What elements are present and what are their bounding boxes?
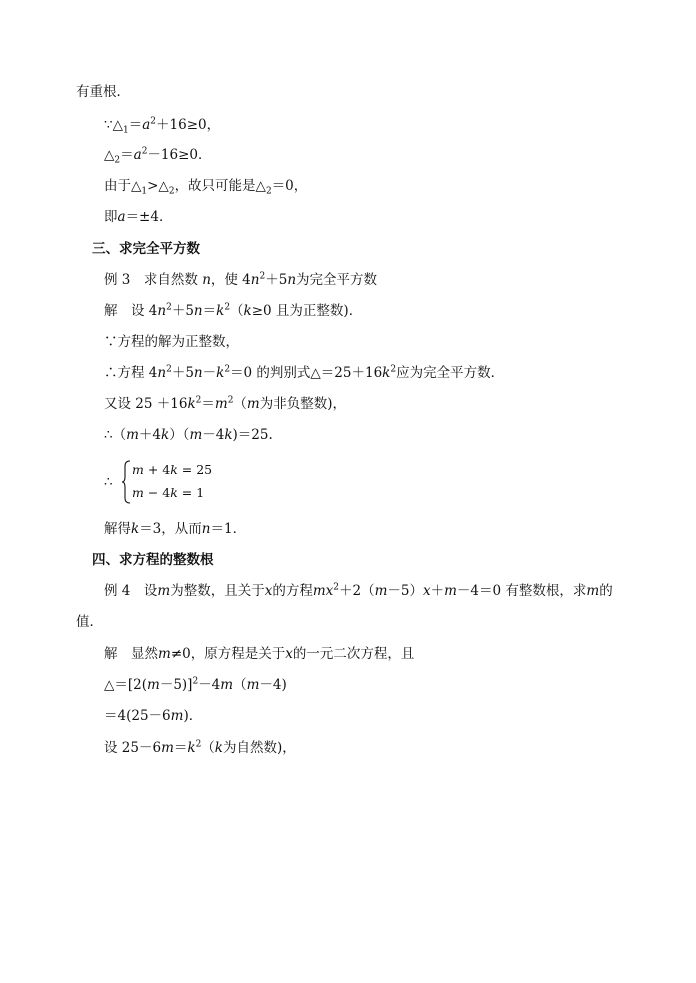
variable: k (187, 396, 196, 412)
text: ＝ (173, 740, 188, 756)
variable: k (216, 303, 225, 319)
superscript: 2 (224, 364, 231, 375)
variable: m (132, 485, 144, 500)
text-line (104, 271, 377, 289)
superscript: 2 (192, 676, 199, 687)
text: （ (201, 740, 215, 756)
variable: mx (312, 583, 334, 599)
text: △ (104, 147, 115, 163)
text: 应为完全平方数． (396, 365, 505, 381)
variable: k (382, 365, 391, 381)
text: ，故只可能是△ (174, 178, 266, 194)
text: ＝4(25－6 (104, 708, 171, 724)
text: 例 3 求自然数 (104, 272, 198, 288)
text: 的 (599, 583, 613, 599)
equation-line-1 (132, 460, 212, 479)
variable: m (444, 583, 457, 599)
text-line (104, 333, 239, 351)
variable: n (201, 521, 211, 537)
text: 为非负整数)， (259, 396, 347, 412)
text: ∴ (104, 474, 113, 490)
variable: k (216, 365, 225, 381)
text-line (104, 177, 307, 195)
heading-text: 四、求方程的整数根 (92, 552, 214, 568)
text-line (76, 613, 103, 631)
text: 例 4 设 (104, 583, 158, 599)
text: 的一元二次方程，且 (292, 646, 415, 662)
variable: a (142, 117, 151, 133)
text: （ (233, 677, 247, 693)
variable: x (264, 583, 273, 599)
text: ＝ (202, 303, 217, 319)
variable: m (158, 646, 171, 662)
variable: m (246, 396, 260, 412)
variable: m (586, 583, 600, 599)
text: 解得 (104, 521, 131, 537)
variable: x (422, 583, 431, 599)
text: 又设 25 ＋16 (104, 396, 188, 412)
section-heading (92, 240, 200, 258)
text: －4 (198, 677, 221, 693)
therefore-symbol (104, 473, 113, 491)
text-line (104, 676, 287, 694)
superscript: 2 (141, 146, 148, 157)
text-line (104, 426, 273, 444)
text: ＋4 (138, 427, 161, 443)
text-line (104, 582, 613, 600)
text: 设 25－6 (104, 740, 162, 756)
superscript: 2 (224, 302, 231, 313)
text: ＝3，从而 (139, 521, 202, 537)
variable: m (189, 427, 203, 443)
text: －4 (202, 427, 225, 443)
text: ＝ (120, 147, 134, 163)
superscript: 2 (390, 364, 397, 375)
text: + 4 (143, 462, 171, 477)
text: ∵方程的解为正整数， (104, 334, 239, 350)
text-line (104, 364, 504, 382)
variable: k (214, 740, 223, 756)
text: = 25 (177, 462, 213, 477)
text: － (202, 365, 217, 381)
text: －4) (259, 677, 287, 693)
variable: m (220, 677, 234, 693)
text: （ (230, 303, 244, 319)
text: ）（ (169, 427, 190, 443)
left-brace (122, 460, 132, 504)
superscript: 2 (166, 302, 172, 313)
variable: k (170, 462, 178, 477)
text: ＋2（ (338, 583, 375, 599)
variable: m (246, 677, 260, 693)
variable: n (157, 303, 167, 319)
text-line (104, 302, 362, 320)
equation-line-2 (132, 483, 204, 502)
text: ＝ (201, 396, 215, 412)
text-line (76, 83, 130, 101)
variable: n (250, 272, 260, 288)
text: △＝[2( (104, 677, 148, 693)
superscript: 2 (150, 116, 157, 127)
text: ∴（ (104, 427, 127, 443)
text: 由于△ (104, 178, 142, 194)
text: ，使 4 (210, 272, 251, 288)
variable: k (243, 303, 252, 319)
text: )． (183, 708, 203, 724)
text: －16≥0． (147, 147, 212, 163)
variable: k (170, 485, 178, 500)
text: ＋5 (265, 272, 288, 288)
subscript: 2 (114, 155, 121, 166)
text: ∴方程 4 (104, 365, 158, 381)
superscript: 2 (259, 271, 266, 282)
variable: x (285, 646, 293, 662)
text: 为自然数)， (222, 740, 296, 756)
variable: n (202, 272, 211, 288)
text: ＝0 的判别式△＝25＋16 (230, 365, 383, 381)
text-line (104, 645, 414, 663)
superscript: 2 (195, 739, 202, 750)
text-line (104, 116, 220, 134)
variable: m (157, 583, 171, 599)
text: 有重根． (76, 84, 130, 100)
variable: m (374, 583, 388, 599)
text-line (104, 395, 346, 413)
text: ＋16≥0， (156, 117, 221, 133)
text: = 1 (177, 485, 205, 500)
variable: a (133, 147, 142, 163)
text: ∵△ (104, 117, 123, 133)
text-line (104, 739, 296, 757)
variable: n (193, 365, 203, 381)
text: 即 (104, 209, 118, 225)
text: 的方程 (272, 583, 313, 599)
text: ＝0， (271, 178, 308, 194)
variable: a (117, 209, 126, 225)
section-heading (92, 551, 214, 569)
text: －4＝0 有整数根，求 (456, 583, 587, 599)
subscript: 1 (141, 186, 148, 197)
text-line (104, 520, 246, 538)
superscript: 2 (166, 364, 172, 375)
subscript: 1 (122, 125, 129, 136)
text: 为整数，且关于 (170, 583, 265, 599)
variable: k (187, 740, 196, 756)
subscript: 2 (265, 186, 272, 197)
variable: k (131, 521, 140, 537)
variable: m (126, 427, 139, 443)
text: 值． (76, 614, 103, 630)
text-line (104, 146, 212, 164)
text: 为完全平方数 (296, 272, 378, 288)
text: >△ (147, 178, 169, 194)
heading-text: 三、求完全平方数 (92, 241, 200, 257)
variable: m (147, 677, 160, 693)
variable: n (287, 272, 297, 288)
variable: m (132, 462, 144, 477)
superscript: 2 (333, 582, 339, 593)
text: ＝1． (210, 521, 247, 537)
text: －5)] (159, 677, 193, 693)
superscript: 2 (195, 395, 202, 406)
text: ＋5 (171, 365, 194, 381)
variable: m (161, 740, 174, 756)
subscript: 2 (168, 186, 175, 197)
variable: n (193, 303, 203, 319)
variable: n (157, 365, 167, 381)
text: ＝±4． (125, 209, 173, 225)
text: ＋ (430, 583, 445, 599)
text: 解 设 4 (104, 303, 158, 319)
text-line (104, 707, 202, 725)
text: ≠0，原方程是关于 (170, 646, 286, 662)
text-line (104, 208, 172, 226)
text: ＋5 (171, 303, 194, 319)
text: （ (233, 396, 247, 412)
text: − 4 (143, 485, 171, 500)
text: －5） (387, 583, 423, 599)
superscript: 2 (227, 395, 234, 406)
variable: m (170, 708, 184, 724)
text: )＝25. (232, 427, 273, 443)
variable: k (161, 427, 170, 443)
variable: m (214, 396, 228, 412)
text: ≥0 且为正整数)． (251, 303, 363, 319)
text: ＝ (128, 117, 143, 133)
variable: k (224, 427, 233, 443)
text: 解 显然 (104, 646, 158, 662)
